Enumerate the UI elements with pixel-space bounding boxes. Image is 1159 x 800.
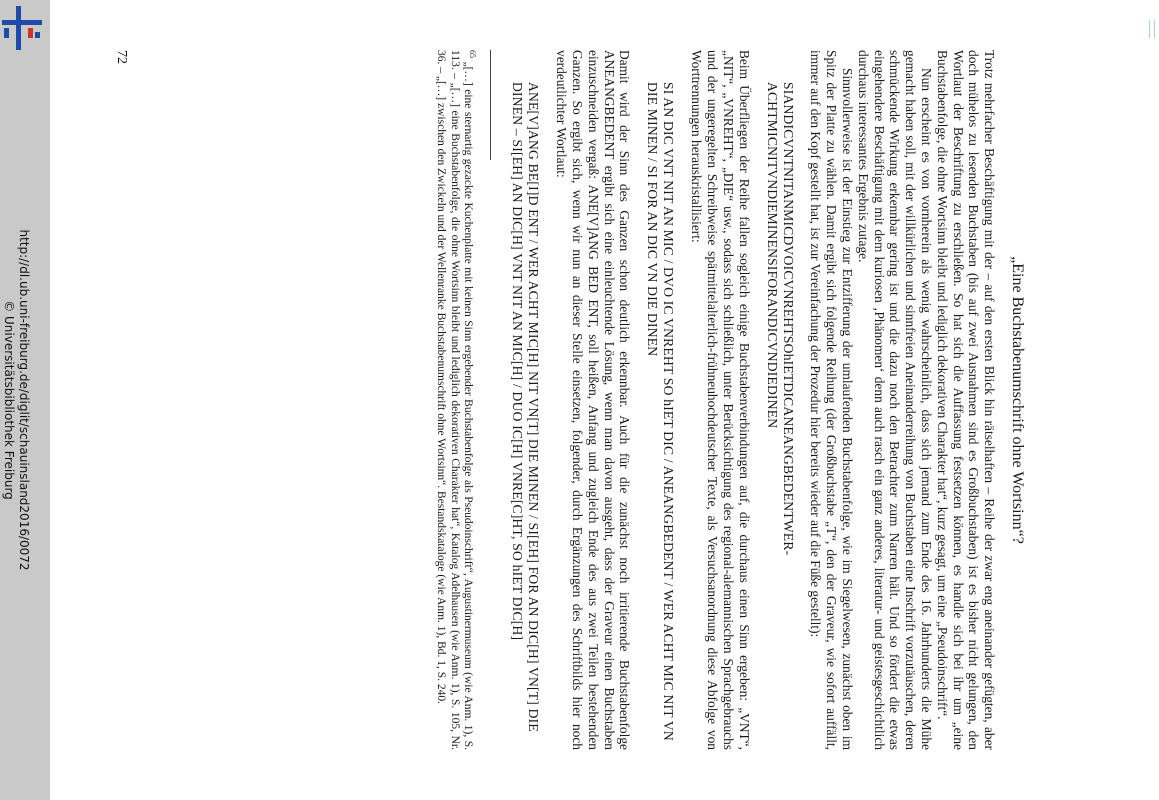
completed-inscription: ANE[V]ANG BE[I]D ENT / WER ACHT MIC[H] NIT VN[T] DIE MINEN / SI[EH] FOR AN DIC[H] VN[T] DIE DINEN – SI[EH] AN DIC[H] VNT NIT AN MIC[H] / DUO IC[H] VNRE[C]HT, SO hIET DIC[H] — [510, 82, 542, 732]
sidebar — [0, 0, 50, 800]
word-separation: SI AN DIC VNT NIT AN MIC / DVO IC VNREHT SO hIET DIC / ANEANGBEDENT / WER ACHT MIC NIT VN DIE MINEN / SI FOR AN DIC VN DIE DINEN — [645, 82, 677, 741]
footnote — [434, 50, 479, 750]
document-page — [105, 50, 1045, 750]
footnote-text: „[…] eine sternartig gezackte Kuchenplatte mit keinen Sinn ergebender Buchstabenfolge als Pseudoinschrift“, Augustinermuseum (wie Anm. 1), S. 113. – „[…] eine Buchstabenfolge, die ohne Wortsinn bleibt und lediglich dekorativen Charakter hat“, Katalog Adelhausen (wie Anm. 1), S. 105, Nr. 36. – „[…] zwischen den Zwickeln und der Wellenranke Buchstabenumschrift ohne Wortsinn“. Bestandskataloge (wie Anm. 1), Bd. 1, S. 240. — [435, 50, 475, 751]
footnote-number: 65 — [467, 50, 477, 58]
page-title: „Eine Buchstabenumschrift ohne Wortsinn“? — [1009, 256, 1026, 544]
source-url-link[interactable]: http://dl.ub.uni-freiburg.de/diglit/schauinsland2016/0072 — [17, 229, 31, 571]
paragraph-5: Damit wird der Sinn des Ganzen schon deutlich erkennbar. Auch für die zunächst noch irritierende Buchstabenfolge ANEANGBEDENT ergibt sich eine einleuchtende Lösung, wenn man davon ausgeht, dass der Graveur einen Buchstaben einzuschneiden vergaß: ANE[V]ANG BED ENT, soll heißen, Anfang und zugleich Ende des aus zwei Teilen bestehenden Ganzen. So ergibt sich, wenn wir nun an dieser Stelle einsetzen, folgender, durch Ergänzungen des Schriftbilds hier noch verdeutlichter Wortlaut: — [554, 50, 633, 750]
page-number: 72 — [113, 50, 129, 64]
paragraph-1: Trotz mehrfacher Beschäftigung mit der – auf den ersten Blick hin rätselhaften – Reihe der zwar eng aneinander gefügten, aber doch mühelos zu lesenden Buchstaben (bis auf zwei Ausnahmen sind es Großbuchstaben) ist es bisher nicht gelungen, den Wortlaut der Beschriftung zu erschließen. So hat sich die Auffassung festsetzen können, es handle sich bei ihr um „eine Buchstabenfolge, die ohne Wortsinn bleibt und lediglich dekorativen Charakter hat“, kurz gesagt, um eine „Pseudoinschrift“. — [934, 50, 998, 750]
paragraph-4: Beim Überfliegen der Reihe fallen sogleich einige Buchstabenverbindungen auf, die durchaus einen Sinn ergeben: „VNT“, „NIT“, „VNREHT“, „DIE“ usw., sodass sich schließlich, unter Berücksichtigung des regional-alemannischen Sprachgebrauchs und der ungeregelten Schreibweise spätmittelalterlich-frühneuhochdeutscher Texte, als Versuchsanordnung diese Abfolge von Worttrennungen herauskristallisiert: — [689, 50, 752, 750]
copyright-notice: © Universitätsbibliothek Freiburg — [2, 300, 16, 500]
corner-marker-icon — [1149, 20, 1155, 38]
footnote-divider — [490, 50, 491, 160]
letter-sequence: SIANDICVNTNITANMICDVOICVNREHTSOhIETDICANEANGBEDENTWER-ACHTMICNITVNDIEMINENSIFORANDICVNDIEDINEN — [764, 82, 796, 556]
library-logo-icon — [2, 6, 42, 50]
paragraph-3: Sinnvollerweise ist der Einstieg zur Entzifferung der umlaufenden Buchstabenfolge, wie im Siegelwesen, zunächst oben im Spitz der Platte zu wählen. Damit ergibt sich folgende Reihung (der Großbuchstabe „T“, den der Graveur, wie sofort auffällt, immer auf den Kopf gestellt hat, ist zur Vereinfachung der Prozedur hier bereits wieder auf die Füße gestellt): — [808, 50, 856, 750]
paragraph-2: Nun erscheint es von vornherein als wenig wahrscheinlich, dass sich jemand zum Ende des 16. Jahrhunderts die Mühe gemacht haben soll, mit der willkürlichen und sinnfreien Aneinanderreihung von Buchstaben eine Inschrift vorzutäuschen, deren schmückende Wirkung erkennbar gering ist und die dazu noch den Betrachter zum Narren hält. Und so fördert die etwas eingehendere Beschäftigung mit dem kuriosen ‚Phänomen‘ denn auch rasch ein ganz anderes, literatur- und geistesgeschichtlich durchaus interessantes Ergebnis zutage. — [855, 50, 935, 750]
